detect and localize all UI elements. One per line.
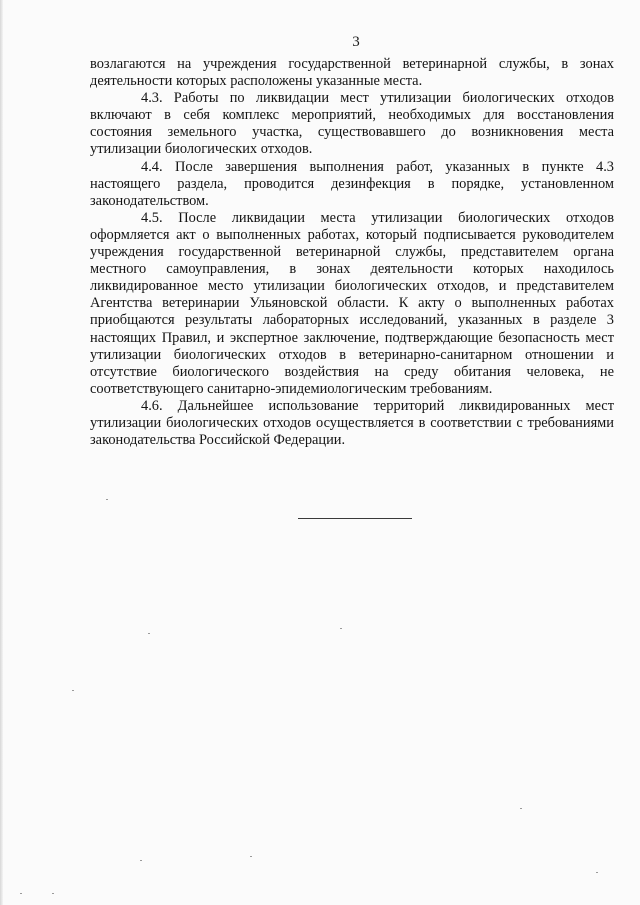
scan-speck <box>250 856 252 857</box>
scan-speck <box>72 690 74 691</box>
scan-speck <box>520 808 522 809</box>
paragraph-4-4: 4.4. После завершения выполнения работ, указанных в пункте 4.3 настоящего раздела, проводится дезинфекция в порядке, установленном законодательством. <box>90 158 614 209</box>
scan-edge-shadow <box>0 0 3 905</box>
scan-speck <box>140 860 142 861</box>
paragraph-continuation: возлагаются на учреждения государственной ветеринарной службы, в зонах деятельности которых расположены указанные места. <box>90 56 614 90</box>
scan-speck <box>148 633 150 634</box>
scan-speck <box>596 872 598 873</box>
scan-speck <box>20 893 22 894</box>
paragraph-4-6: 4.6. Дальнейшее использование территорий ликвидированных мест утилизации биологических отходов осуществляется в соответствии с требованиями законодательства Российской Федерации. <box>90 397 614 449</box>
page-number: 3 <box>352 34 360 50</box>
end-of-document-rule <box>298 518 412 519</box>
scan-speck <box>340 628 342 629</box>
paragraph-4-3: 4.3. Работы по ликвидации мест утилизации биологических отходов включают в себя комплекс мероприятий, необходимых для восстановления состояния земельного участка, существовавшего до возникновения места утилизации биологических отходов. <box>90 90 614 158</box>
document-body <box>90 56 614 449</box>
scan-speck <box>106 499 108 500</box>
scan-speck <box>52 893 54 894</box>
paragraph-4-5: 4.5. После ликвидации места утилизации биологических отходов оформляется акт о выполненных работах, который подписывается руководителем учреждения государственной ветеринарной службы, представителем органа местного самоуправления, в зонах деятельности которых находилось ликвидированное место утилизации биологических отходов, и представителем Агентства ветеринарии Ульяновской области. К акту о выполненных работах приобщаются результаты лабораторных исследований, указанных в разделе 3 настоящих Правил, и экспертное заключение, подтверждающие безопасность мест утилизации биологических отходов в ветеринарно-санитарном отношении и отсутствие биологического воздействия на среду обитания человека, не соответствующего санитарно-эпидемиологическим требованиям. <box>90 209 614 397</box>
